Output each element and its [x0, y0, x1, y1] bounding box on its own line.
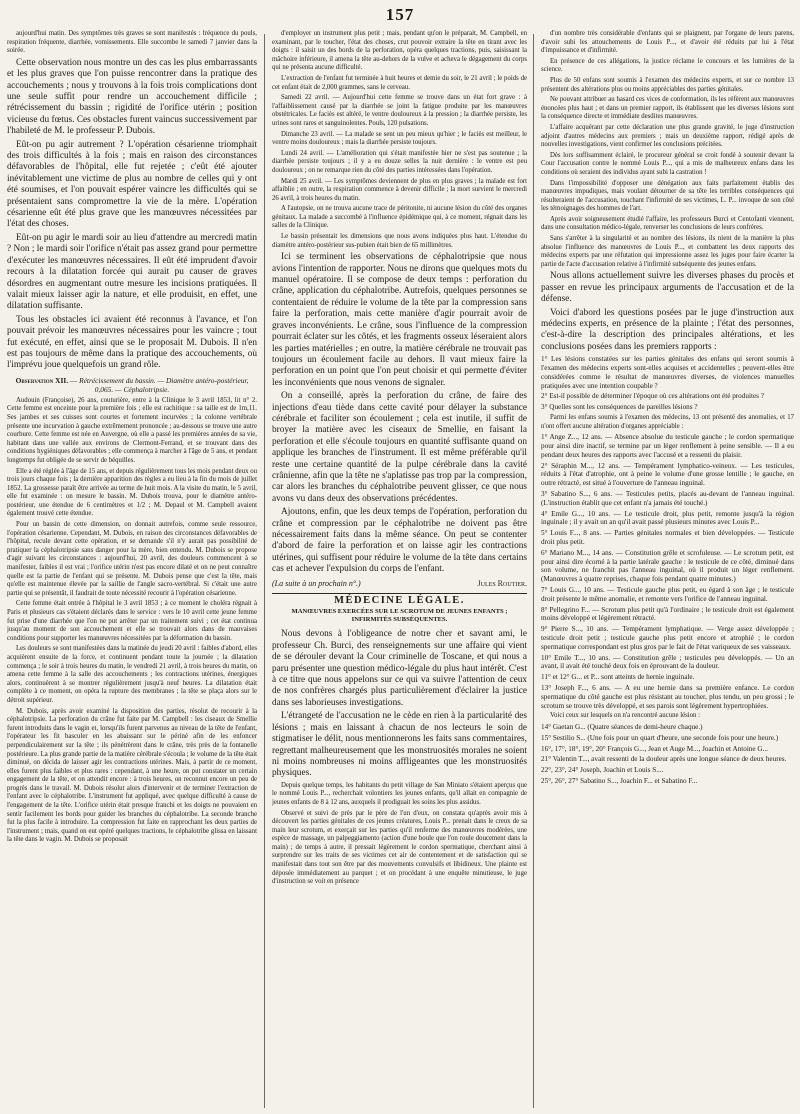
paragraph: Le bassin présentait les dimensions que nous avons indiquées plus haut. L'étendue du diamètre antéro-postérieur sus-pubien était bien de 65 millimètres. — [272, 233, 527, 249]
paragraph: Tous les obstacles ici avaient été reconnus à l'avance, et l'on pouvait prévoir les manœuvres nécessaires pour les vaincre ; tout fut exécuté, en effet, ainsi que se le proposait M. Dubois. Il n'en est pas toujours de même dans la pratique des accouchements, où l'imprévu joue quelquefois un grand rôle. — [7, 314, 257, 371]
continued-note: (La suite à un prochain n°.) — [272, 578, 361, 588]
article-signature — [272, 578, 527, 589]
paragraph: d'un nombre très considérable d'enfants qui se plaignent, par l'organe de leurs parens, d'avoir subi les attouchements de Louis P..., et d'avoir été réduits par lui à l'état d'impuissance et d'infirmité. — [541, 30, 794, 55]
paragraph: Observé et suivi de près par le père de l'un d'eux, on constata qu'après avoir mis à découvert les parties génitales de ces jeunes créatures, Louis P... prenait dans le creux de sa main leur scrotum, et exerçait sur les parties qu'il renferme des manœuvres modérées, une espèce de massage, un palpeggiamento (action d'une boule que l'on roule doucement dans la main) ; de temps à autre, il pressait légèrement le cordon spermatique, cherchant ainsi à surprendre sur les traits de ses victimes cet air de contentement et de satisfaction qui se manifestait dans tout son être par des mouvements convulsifs et libidineux. Une plainte est déposée immédiatement au parquet ; et on procédant à une enquête minutieuse, le juge d'instruction se voit en présence — [272, 809, 527, 886]
paragraph: Elle a été réglée à l'âge de 15 ans, et depuis régulièrement tous les mois pendant deux ou trois jours chaque fois ; la dernière apparition des règles a eu lieu à la fin du mois de juillet 1852. La grossesse paraît être arrivée au terme de huit mois. A la visite du matin, le 5 avril, elle fut examinée : on mesure le bassin. M. Dubois trouva, pour le diamètre antéro-postérieur, une étendue de 6 centimètres et 1/2 ; M. Depaul et M. Campbell avaient également trouvé cette étendue. — [7, 467, 257, 518]
column-divider — [264, 34, 265, 1108]
paragraph: M. Dubois, après avoir examiné la disposition des parties, résolut de recourir à la céphalotripsie. La perforation du crâne fut faite par M. Campbell : les ciseaux de Smellie furent introduits dans le vagin et, lorsqu'ils furent parvenus au niveau de la tête de l'enfant, l'opérateur les fit basculer en les abaissant sur le périné afin de les enfoncer perpendiculairement sur la tête ; ils pénétrèrent dans le crâne, très près de la fontanelle postérieure. La plus grande partie de la matière cérébrale s'écoula ; le volume de la tête était diminué, on décida de laisser agir les contractions utérines. Mais, à partir de ce moment, elles furent plus faibles et plus rares : cependant, à une heure, on put constater un certain engagement de la tête, et on attendit encore : à trois heures, on reconnut encore un peu de progrès dans le travail. M. Dubois résolut alors d'intervenir et de terminer l'extraction de l'enfant avec le céphalotribe. L'instrument fut appliqué, avec quelque difficulté à cause de l'engagement de la tête. L'orifice utérin était presque franchi et les doigts ne pouvaient en sentir facilement les bords pour guider les branches du céphalotribe. La seconde branche fut la plus facile à introduire. La compression fut faite en rapprochant les deux parties de l'instrument ; mais, quand on eut opéré quelques tractions, le céphalotribe glissa en laissant la tête dans le vagin. M. Dubois se proposait — [7, 707, 257, 844]
case-entry: 6° Mariano M..., 14 ans. — Constitution grêle et scrofuleuse. — Le scrotum petit, est pour ainsi dire écorné à la partie latérale gauche : le testicule de ce côté, diminué dans son volume, ne franchit pas l'anneau inguinal, où il produit un léger renflement. (Manœuvres à quatre reprises, chaque fois pendant quatre minutes.) — [541, 548, 794, 584]
case-entry: 21° Valentin T..., avait ressenti de la douleur après une longue séance de deux heures. — [541, 755, 787, 764]
paragraph: On a conseillé, après la perforation du crâne, de faire des injections d'eau tiède dans cette cavité pour délayer la substance cérébrale et faciliter son écoulement ; cela est inutile, il suffit de broyer la matière avec les ciseaux de Smellie, en faisant la perforation et elle s'écoule toujours en quantité suffisante quand on applique les branches de l'instrument. Il est même préférable qu'il reste une certaine quantité de la pulpe cérébrale dans la cavité crânienne, afin que la tête ne s'aplatisse pas trop par la compression, car alors les branches du céphalotribe peuvent glisser, ce que nous avons vu dans deux des observations précédentes. — [272, 391, 527, 504]
case-entry: 1° Les lésions constatées sur les parties génitales des enfans qui seront soumis à l'examen des médecins experts sont-elles acquises et accidentelles ; peuvent-elles être considérées comme le résultat de manœuvres diverses, de violences manuelles pratiquées avec une intention coupable ? — [541, 355, 794, 390]
paragraph: Ajoutons, enfin, que les deux temps de l'opération, perforation du crâne et compression par le céphalotribe ne doivent pas être nécessairement faits dans la même séance. On peut se contenter d'abord de faire la perforation et on laisse agir les contractions utérines, qui suffisent pour réduire le volume de la tête dans certains cas et achever l'expulsion du corps de l'enfant. — [272, 507, 527, 575]
case-entry: 2° Séraphin M..., 12 ans. — Tempérament lymphatico-veineux. — Les testicules, réduits à l'état d'atrophie, ont à peine le volume d'une grosse lentille ; le gauche, en outre rétracté, est situé à l'ouverture de l'anneau inguinal. — [541, 461, 794, 488]
paragraph: A l'autopsie, on ne trouva aucune trace de péritonite, ni aucune lésion du côté des organes génitaux. La malade a succombé à l'influence épidémique qui, à ce moment, régnait dans les salles de la Clinique. — [272, 205, 527, 230]
paragraph: L'étrangeté de l'accusation ne le cède en rien à la particularité des lésions ; mais en laissant à chacun de nos lecteurs le soin de stigmatiser le délit, nous mentionnerons les faits sans commentaires, regrettant malheureusement que les monstruosités morales ne soient ni moins nombreuses ni moins affligeantes que les monstruosités physiques. — [272, 711, 527, 779]
observation-heading: Observation XII. — Rétrécissement du bassin. — Diamètre antéro-postérieur, 0,065. — Céphalotripsie. — [15, 375, 249, 394]
paragraph: aujourd'hui matin. Des symptômes très graves se sont manifestés : fréquence du pouls, respiration fréquente, diarrhée, vomissements. Elle succombe le samedi 7 janvier dans la soirée. — [7, 30, 257, 55]
paragraph: Depuis quelque temps, les habitants du petit village de San Miniato s'étaient aperçus que le nommé Louis P..., recherchait volontiers les jeunes enfants, qu'il allait en compagnie de jeunes enfants de 8 à 12 ans, auxquels il prodiguait les soins les plus assidus. — [272, 781, 527, 806]
column-middle — [272, 30, 527, 1110]
case-entry: 10° Emile T..., 10 ans. — Constitution grêle ; testicules peu développés. — Un an avant, il avait été touché deux fois en éprouvant de la douleur. — [541, 653, 794, 671]
paragraph: Eût-on pu agir le mardi soir au lieu d'attendre au mercredi matin ? Non ; le mardi soir l'orifice n'était pas assez grand pour permettre d'exécuter les manœuvres nécessaires. Il eût été imprudent d'avoir recours à la dilatation forcée qui aurait pu causer de graves désordres en augmentant outre mesure les incisions pratiquées. Il valait mieux laisser agir la nature, et elle produisit, en effet, une dilatation suffisante. — [7, 232, 257, 312]
case-entry: 7° Louis G..., 10 ans. — Testicule gauche plus petit, eu égard à son âge ; le testicule droit présente le même anomalie, et remonte vers l'orifice de l'anneau inguinal. — [541, 586, 794, 603]
case-entry: 25°, 26°, 27° Sabatino S..., Joachin F... et Sabatino F... — [541, 776, 698, 785]
paragraph: L'extraction de l'enfant fut terminée à huit heures et demie du soir, le 21 avril ; le poids de cet enfant était de 2,000 grammes, sans le cerveau. — [272, 74, 527, 91]
paragraph: Dans l'impossibilité d'opposer une dénégation aux faits parfaitement établis des manœuvres impudiques, mais voulant détourner de sa tête les terribles conséquences qui résulteraient de l'accusation, touchant l'infirmité de ses victimes, L. P... invoque de son côté les témoignages des hommes de l'art. — [541, 179, 794, 213]
case-entry: 5° Louis F..., 8 ans. — Parties génitales normales et bien développées. — Testicule droit plus petit. — [541, 529, 794, 547]
paragraph: Cette observation nous montre un des cas les plus embarrassants et les plus graves que l'on puisse rencontrer dans la pratique des accouchements ; nous y trouvons à la fois trois complications dont une seule suffit pour rendre un accouchement difficile ; rétrécissement du bassin ; rigidité de l'orifice utérin ; position vicieuse du fœtus. Ces obstacles furent vaincus successivement par l'habileté de M. le professeur P. Dubois. — [7, 57, 257, 137]
paragraph: En présence de ces allégations, la justice réclame le concours et les lumières de la science. — [541, 57, 794, 74]
column-right — [541, 30, 794, 1110]
paragraph: Voici ceux sur lesquels on n'a rencontré aucune lésion : — [550, 712, 701, 720]
case-entry: 15° Sestilio S... (Une fois pour un quart d'heure, une seconde fois pour une heure.) — [541, 733, 779, 742]
paragraph: Voici d'abord les questions posées par le juge d'instruction aux médecins experts, en présence de la plainte ; l'état des personnes, c'est-à-dire la description des principales altérations, et les conclusions posées dans les premiers rapports : — [541, 307, 794, 352]
section-rule — [272, 593, 527, 594]
section-title: MÉDECINE LÉGALE. — [334, 594, 465, 606]
case-entry: 3° Quelles sont les conséquences de pareilles lésions ? — [541, 403, 698, 412]
case-entry: 22°, 23°, 24° Joseph, Joachin et Louis S.... — [541, 766, 664, 775]
paragraph: Lundi 24 avril. — L'amélioration qui s'était manifestée hier ne s'est pas soutenue ; la diarrhée persiste toujours ; il y a eu douze selles la nuit dernière : le ventre est peu douloureux ; on ne remarque rien du côté des parties intéressées dans l'opération. — [272, 149, 527, 174]
paragraph: Sans s'arrêter à la singularité et au nombre des lésions, ils nient de la manière la plus absolue l'influence des manœuvres de Louis P..., et combattent les deux rapports des médecins experts par une réfutation qui impressionne assez les juges pour faire écarter la partie de l'acte d'accusation relative à l'infirmité subséquente des jeunes enfans. — [541, 235, 794, 268]
paragraph: Après avoir soigneusement étudié l'affaire, les professeurs Burci et Centofanti viennent, dans une consultation médico-légale, renverser les conclusions de leurs confrères. — [541, 215, 794, 232]
case-entry: 16°, 17°, 18°, 19°, 20° François G..., Jean et Auge M..., Joachin et Antoine G... — [541, 744, 768, 753]
paragraph: Pour un bassin de cette dimension, on donnait autrefois, comme seule ressource, l'opération césarienne. Cependant, M. Dubois, en raison des circonstances défavorables de l'hôpital, recule devant cette opération, et se demande s'il n'y aurait pas possibilité de pratiquer la céphalotripsie sans danger pour la mère, bien entendu. M. Dubois se propose d'agir suivant les circonstances : aujourd'hui, 20 avril, des douleurs commencent à se manifester, faibles il est vrai ; l'orifice utérin n'est pas encore dilaté et on ne peut connaître quelle est la partie de l'enfant qui se présente. M. Dubois pense que c'est la tête, mais qu'elle est maintenue élevée par la saillie de l'angle sacro-vertébral. Si c'était une autre partie qui se présentât, il faudrait de toute nécessité recourir à l'opération césarienne. — [7, 521, 257, 597]
paragraph: Les douleurs se sont manifestées dans la matinée du jeudi 20 avril : faibles d'abord, elles acquièrent ensuite de la force, et continuent pendant toute la journée ; la dilatation commença ; le soir à trois heures du matin, le vendredi 21 avril, à trois heures du matin, on amena cette femme à la salle des accouchements ; les contractions utérines, énergiques alors, continuèrent à se montrer régulièrement jusqu'à neuf heures. La dilatation était complète à ce moment, on opéra la rupture des membranes ; la tête se plaça alors sur le détroit supérieur. — [7, 645, 257, 704]
paragraph: Ne pouvant attribuer au hasard ces vices de conformation, ils les réfèrent aux manœuvres énoncées plus haut ; et dans un premier rapport, ils établissent que les diverses lésions sont la conséquence directe et immédiate desdites manœuvres. — [541, 96, 794, 121]
column-left — [7, 30, 257, 1110]
case-entry: 14° Gaetan G... (Quatre séances de demi-heure chaque.) — [541, 722, 703, 731]
paragraph: Cette femme était entrée à l'hôpital le 3 avril 1853 ; à ce moment le choléra régnait à Paris et plusieurs cas s'étaient déclarés dans le service : vers le 10 avril cette jeune femme fut prise d'une diarrhée que l'on ne put arrêter par un traitement suivi ; cet état continua jusqu'au moment de son accouchement et elle se trouvait alors dans de mauvaises conditions pour supporter les manœuvres nécessitées par la déformation du bassin. — [7, 600, 257, 642]
paragraph: Plus de 50 enfans sont soumis à l'examen des médecins experts, et sur ce nombre 13 présentent des altérations plus ou moins appréciables des parties génitales. — [541, 76, 794, 93]
case-entry: 3° Sabatino S..., 6 ans. — Testicules petits, placés au-devant de l'anneau inguinal. (L'instruction établit que cet enfant n'a jamais été touché.) — [541, 490, 794, 507]
paragraph: L'affaire acquérant par cette déclaration une plus grande gravité, le juge d'instruction adjoint d'autres médecins aux premiers ; mais un deuxième rapport, rédigé après de nouvelles investigations, vient confirmer les conclusions précitées. — [541, 123, 794, 149]
paragraph: Dès lors suffisamment éclairé, le procureur général se croit fondé à soutenir devant la Cour l'accusation contre le nommé Louis P..., qui a mis de malheureux enfans dans les conditions où seraient des individus ayant subi la castration ! — [541, 151, 794, 176]
page-number: 157 — [385, 5, 415, 24]
paragraph: Audouin (Françoise), 26 ans, couturière, entre à la Clinique le 3 avril 1853, lit n° 2. Cette femme est enceinte pour la première fois ; elle est rachitique : sa taille est de 1m,11. Ses jambes et ses cuisses sont courtes et fortement incurvées ; la colonne vertébrale présente une incurvation à gauche extrêmement prononcée ; au-dessous se trouve une autre courbure. Cette femme est née en Auvergne, où elle a passé les premières années de sa vie, habitant dans une vallée aux environs de Clermont-Ferrand, et se trouvant dans des conditions hygiéniques défavorables ; elle commença à marcher à l'âge de 5 ans, et pendant longtemps fut obligée de se servir de béquilles. — [7, 396, 257, 464]
paragraph: Ici se terminent les observations de céphalotripsie que nous avions l'intention de rapporter. Nous ne dirons que quelques mots du manuel opératoire. Il se compose de deux temps : perforation du crâne, application du céphalotribe. Autrefois, quelques personnes se contentaient de réduire le volume de la tête par la compression sans faire la perforation, mais cette manière d'agir pourrait avoir de graves inconvénients. Le crâne, sous l'influence de la compression pourrait éclater sur les côtés, et les fragments osseux léseraient alors les parties matérielles ; en outre, la matière cérébrale ne trouvait pas toujours un écoulement facile au dehors. Il vaut mieux faire la perforation en un point que l'on peut choisir et qui permette d'éviter les inconvénients que nous venons de signaler. — [272, 252, 527, 388]
paragraph: Nous allons actuellement suivre les diverses phases du procès et passer en revue les principaux arguments de l'accusation et de la défense. — [541, 271, 794, 305]
paragraph: Mardi 25 avril. — Les symptômes deviennent de plus en plus graves ; la malade est fort affaiblie ; en outre, la respiration commence à devenir difficile ; la mort survient le mercredi 26 avril, à trois heures du matin. — [272, 177, 527, 202]
case-entry: 8° Pellegrino F... — Scrotum plus petit qu'à l'ordinaire ; le testicule droit est également moins développé et légèrement rétracté. — [541, 605, 794, 623]
case-entry: 2° Est-il possible de déterminer l'époque où ces altérations ont été produites ? — [541, 392, 764, 401]
paragraph: Parmi les enfans soumis à l'examen des médecins, 13 ont présenté des anomalies, et 17 n'ont offert aucune altération d'organes appréciable : — [541, 414, 794, 430]
paragraph: d'employer un instrument plus petit ; mais, pendant qu'on le préparait, M. Campbell, en examinant, par le toucher, l'état des choses, crut pouvoir extraire la tête en tirant avec les doigts : il saisit un des bords de la perforation, opéra quelques tractions, puis, saisissant la mâchoire inférieure, il amena la tête au-dehors de la vulve et acheva le dégagement du corps qui ne présenta aucune difficulté. — [272, 30, 527, 72]
case-entry: 1° Ange Z..., 12 ans. — Absence absolue du testicule gauche ; le cordon spermatique pour ainsi dire inactif, se termine par un léger renflement à peine sensible. — Il a eu pendant deux heures des rapports avec l'accusé et a ressenti du plaisir. — [541, 433, 794, 459]
paragraph: Samedi 22 avril. — Aujourd'hui cette femme se trouve dans un état fort grave : à l'affaiblissement causé par la diarrhée se joint la fatigue produite par les manœuvres obstétricales. Le faciès est altéré, le ventre douloureux à la pression ; la diarrhée persiste, les urines sont rares et sanguinolentes. Pouls, 120 pulsations. — [272, 94, 527, 127]
legal-medicine-article — [272, 629, 527, 886]
case-entry: 9° Pierre S..., 10 ans. — Tempérament lymphatique. — Verge assez développée ; testicule droit petit ; testicule gauche plus petit encore et atrophié ; le cordon spermatique correspondant est plus gros par le fait de l'état variqueux de ses vaisseaux. — [541, 625, 794, 651]
paragraph: Eût-on pu agir autrement ? L'opération césarienne triomphait des trois difficultés à la fois ; mais en raison des circonstances défavorables de l'hôpital, elle fut rejetée ; c'eût été ajouter inévitablement une victime de plus au nombre de celles qui y ont été soumises, et l'on pouvait espérer vaincre les difficultés qui se présentaient sans compromettre la vie de la mère. L'opération césarienne eût été plus grave que les manœuvres nécessitées par l'état des choses. — [7, 139, 257, 230]
paragraph: Nous devons à l'obligeance de notre cher et savant ami, le professeur Ch. Burci, des renseignements sur une affaire qui vient de se dérouler devant la Cour criminelle de Toscane, et qui nous a paru présenter une question médico-légale du plus haut intérêt. C'est à ce titre que nous appelons sur ce qui va suivre l'attention de ceux de nos confrères chargés plus particulièrement d'éclairer la justice dans ses laborieuses investigations. — [272, 629, 527, 708]
author-name: Jules Routier. — [477, 578, 527, 588]
column-divider — [533, 34, 534, 1108]
case-entry: 4° Emile G..., 10 ans. — Le testicule droit, plus petit, remonte jusqu'à la région inguinale ; il y avait un an qu'il avait passé plusieurs minutes avec Louis P... — [541, 509, 794, 527]
section-subtitle: MANŒUVRES EXERCÉES SUR LE SCROTUM DE JEUNES ENFANTS ; INFIRMITÉS SUBSÉQUENTES. — [291, 607, 508, 624]
observation-title: Rétrécissement du bassin. — Diamètre antéro-postérieur, 0,065. — Céphalotripsie. — [79, 375, 249, 394]
observation-label: Observation XII. — [15, 375, 69, 385]
paragraph: Dimanche 23 avril. — La malade se sent un peu mieux qu'hier ; le faciès est meilleur, le ventre moins douloureux ; mais la diarrhée persiste toujours. — [272, 130, 527, 147]
observation-continued — [272, 30, 527, 576]
case-entry: 13° Joseph F..., 6 ans. — A eu une hernie dans sa première enfance. Le cordon spermatique du côté gauche est plus résistant au toucher, plus tendu, un peu grossi ; le scrotum se trouve très développé, et ses parois sont légèrement hypertrophiées. — [541, 683, 794, 710]
case-entry: 11° et 12° G... et P... sont atteints de hernie inguinale. — [541, 673, 695, 682]
